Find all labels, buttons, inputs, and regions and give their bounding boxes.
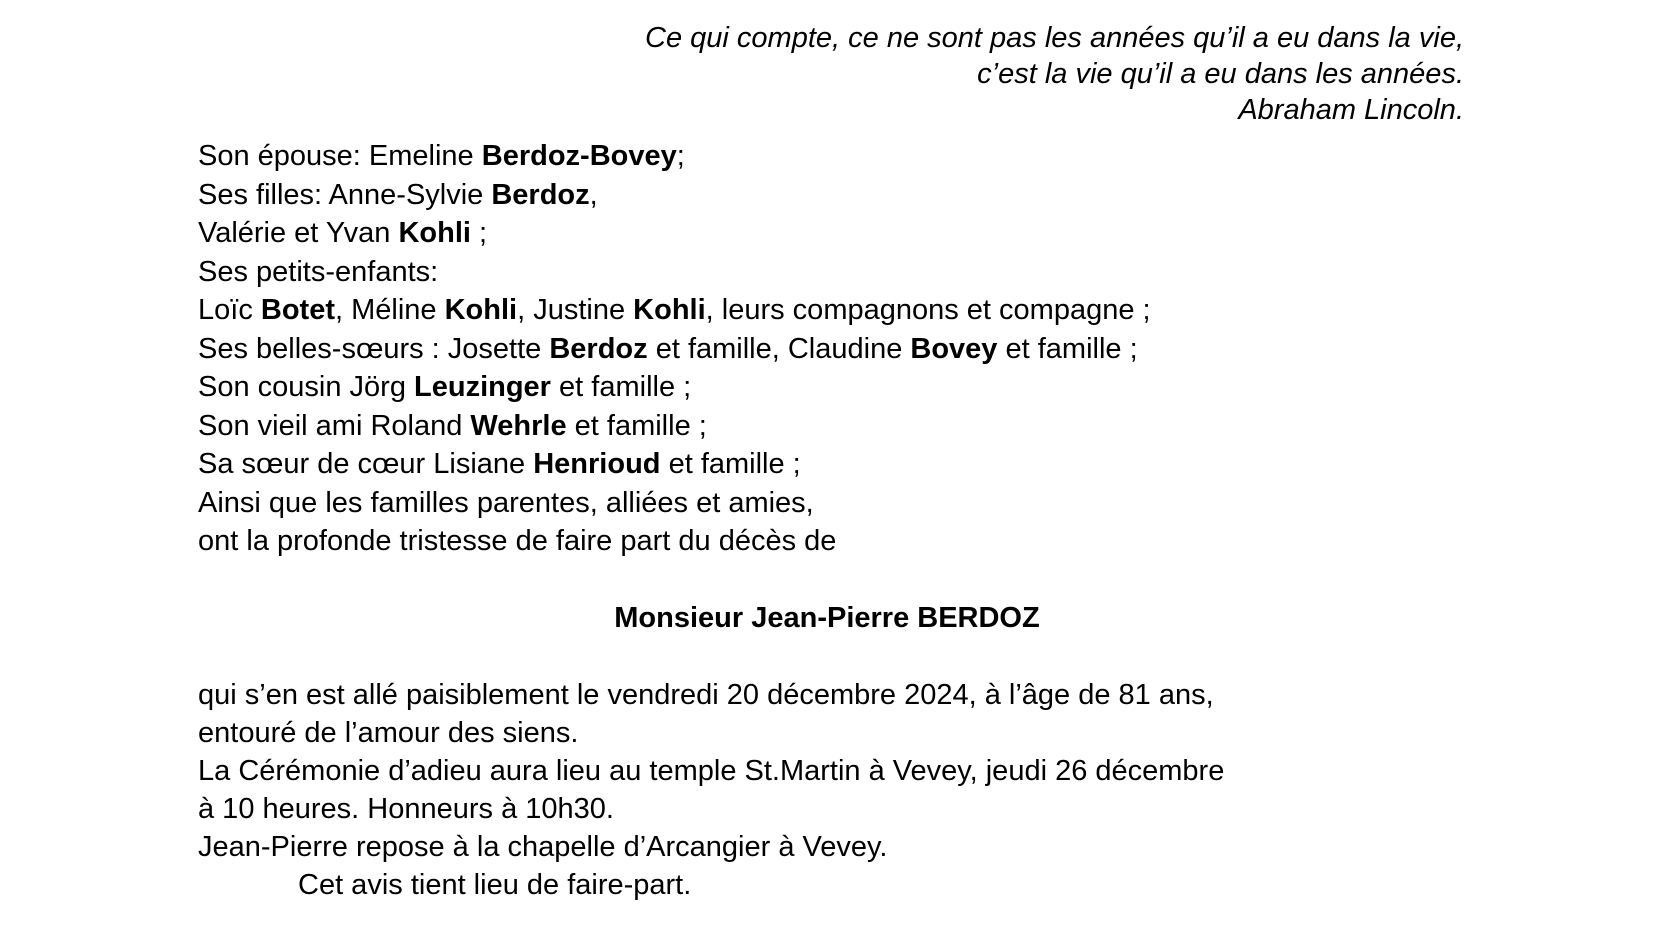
family-line-daughter-2: Valérie et Yvan Kohli ; (198, 217, 488, 249)
surname: Henrioud (533, 448, 661, 480)
family-line-relatives: Ainsi que les familles parentes, alliées et amies, (198, 486, 814, 519)
family-line-friend: Son vieil ami Roland Wehrle et famille ; (198, 409, 707, 442)
surname: Bovey (910, 332, 998, 365)
family-list (198, 137, 1151, 561)
closing-line-chapel: Jean-Pierre repose à la chapelle d’Arcangier à Vevey. (198, 831, 888, 863)
surname: Kohli (633, 294, 706, 326)
closing-line-passing: qui s’en est allé paisiblement le vendredi 20 décembre 2024, à l’âge de 81 ans, (198, 679, 1214, 711)
closing-line-ceremony: La Cérémonie d’adieu aura lieu au temple St.Martin à Vevey, jeudi 26 décembre (198, 755, 1225, 787)
surname: Berdoz (491, 178, 590, 211)
family-line-grandchildren-heading: Ses petits-enfants: (198, 255, 439, 288)
family-line-sister-of-heart: Sa sœur de cœur Lisiane Henrioud et famille ; (198, 448, 801, 480)
family-line-spouse: Son épouse: Emeline Berdoz-Bovey; (198, 140, 685, 172)
surname: Botet (260, 294, 335, 326)
surname: Berdoz (549, 332, 648, 365)
surname: Kohli (398, 217, 471, 249)
closing-line-surrounded: entouré de l’amour des siens. (198, 717, 579, 749)
surname: Wehrle (470, 409, 567, 442)
surname: Kohli (444, 294, 518, 326)
surname: Berdoz-Bovey (481, 140, 677, 172)
family-line-announcement: ont la profonde tristesse de faire part du décès de (198, 525, 837, 557)
family-line-grandchildren: Loïc Botet, Méline Kohli, Justine Kohli, leurs compagnons et compagne ; (198, 294, 1151, 326)
family-line-cousin: Son cousin Jörg Leuzinger et famille ; (198, 371, 692, 403)
deceased-name: Monsieur Jean-Pierre BERDOZ (614, 602, 1040, 634)
quote-line-2: c’est la vie qu’il a eu dans les années. (977, 58, 1464, 90)
closing-line-time: à 10 heures. Honneurs à 10h30. (198, 793, 614, 825)
family-line-sisters-in-law: Ses belles-sœurs : Josette Berdoz et famille, Claudine Bovey et famille ; (198, 332, 1138, 365)
closing-line-notice: Cet avis tient lieu de faire-part. (298, 869, 692, 901)
quote-author: Abraham Lincoln. (1238, 94, 1464, 126)
epigraph-quote (645, 20, 1464, 128)
family-line-daughters: Ses filles: Anne-Sylvie Berdoz, (198, 178, 598, 211)
surname: Leuzinger (414, 371, 551, 403)
quote-line-1: Ce qui compte, ce ne sont pas les années qu’il a eu dans la vie, (645, 22, 1464, 54)
closing-text (198, 676, 1224, 904)
